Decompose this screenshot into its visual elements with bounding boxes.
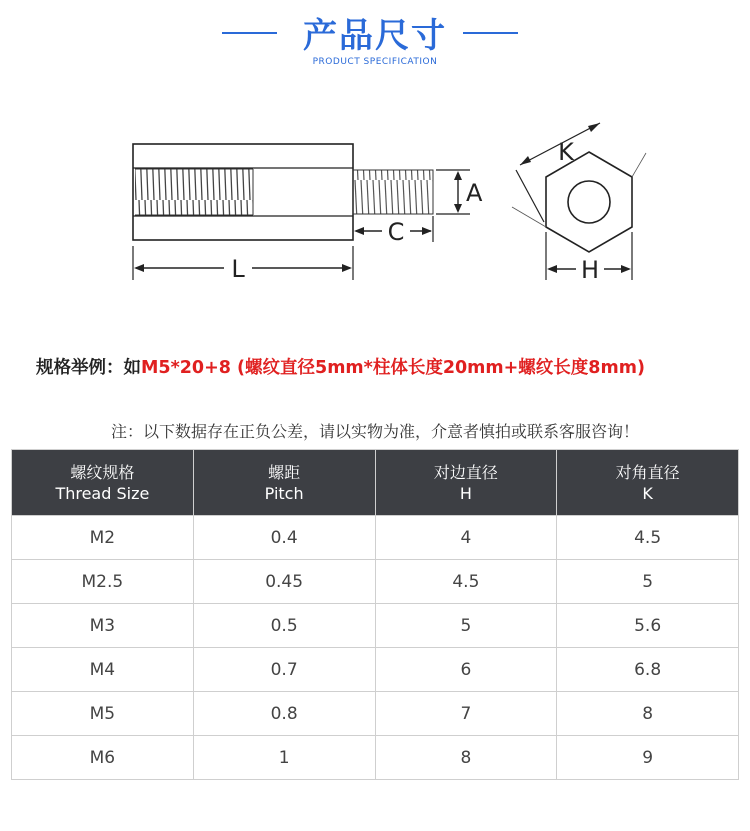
spec-table	[11, 449, 739, 780]
table-row	[12, 648, 739, 692]
label-H: H	[580, 256, 600, 284]
cell-h: 6	[375, 648, 557, 692]
hex-end-view	[512, 123, 646, 284]
spec-example	[36, 354, 645, 379]
cell-h: 8	[375, 736, 557, 780]
title-right-rule	[463, 32, 518, 34]
cell-k: 6.8	[557, 648, 739, 692]
header-pitch: 螺距 Pitch	[193, 450, 375, 516]
standoff-dimension-drawing	[0, 120, 750, 290]
cell-h: 4.5	[375, 560, 557, 604]
page-title: 产品尺寸	[303, 16, 447, 56]
cell-thread-size: M6	[12, 736, 194, 780]
cell-pitch: 0.45	[193, 560, 375, 604]
cell-h: 4	[375, 516, 557, 560]
page-header	[0, 0, 750, 80]
cell-pitch: 1	[193, 736, 375, 780]
cell-h: 7	[375, 692, 557, 736]
spec-example-highlight: M5*20+8 (螺纹直径5mm*柱体长度20mm+螺纹长度8mm)	[141, 358, 645, 378]
header-thread-size: 螺纹规格 Thread Size	[12, 450, 194, 516]
table-row	[12, 516, 739, 560]
dimension-L	[133, 246, 353, 283]
page-subtitle: PRODUCT SPECIFICATION	[312, 57, 438, 67]
cell-k: 5.6	[557, 604, 739, 648]
label-K: K	[558, 138, 574, 166]
cell-pitch: 0.8	[193, 692, 375, 736]
table-row	[12, 692, 739, 736]
label-A: A	[466, 179, 483, 207]
cell-thread-size: M2	[12, 516, 194, 560]
cell-thread-size: M2.5	[12, 560, 194, 604]
dimension-A	[436, 170, 483, 214]
table-row	[12, 604, 739, 648]
cell-pitch: 0.7	[193, 648, 375, 692]
dimension-C	[354, 216, 433, 246]
cell-thread-size: M5	[12, 692, 194, 736]
table-header-row	[12, 450, 739, 516]
label-L: L	[231, 255, 245, 283]
cell-k: 4.5	[557, 516, 739, 560]
cell-k: 8	[557, 692, 739, 736]
label-C: C	[387, 218, 405, 246]
spec-example-prefix: 规格举例：如	[36, 358, 141, 378]
cell-h: 5	[375, 604, 557, 648]
cell-pitch: 0.4	[193, 516, 375, 560]
internal-thread	[135, 169, 253, 215]
tolerance-note: 注：以下数据存在正负公差，请以实物为准，介意者慎拍或联系客服咨询！	[110, 422, 639, 441]
cell-k: 9	[557, 736, 739, 780]
cell-pitch: 0.5	[193, 604, 375, 648]
table-row	[12, 736, 739, 780]
header-across-flats: 对边直径 H	[375, 450, 557, 516]
cell-thread-size: M4	[12, 648, 194, 692]
cell-k: 5	[557, 560, 739, 604]
header-across-corners: 对角直径 K	[557, 450, 739, 516]
cell-thread-size: M3	[12, 604, 194, 648]
table-row	[12, 560, 739, 604]
external-thread-stud	[353, 170, 433, 214]
